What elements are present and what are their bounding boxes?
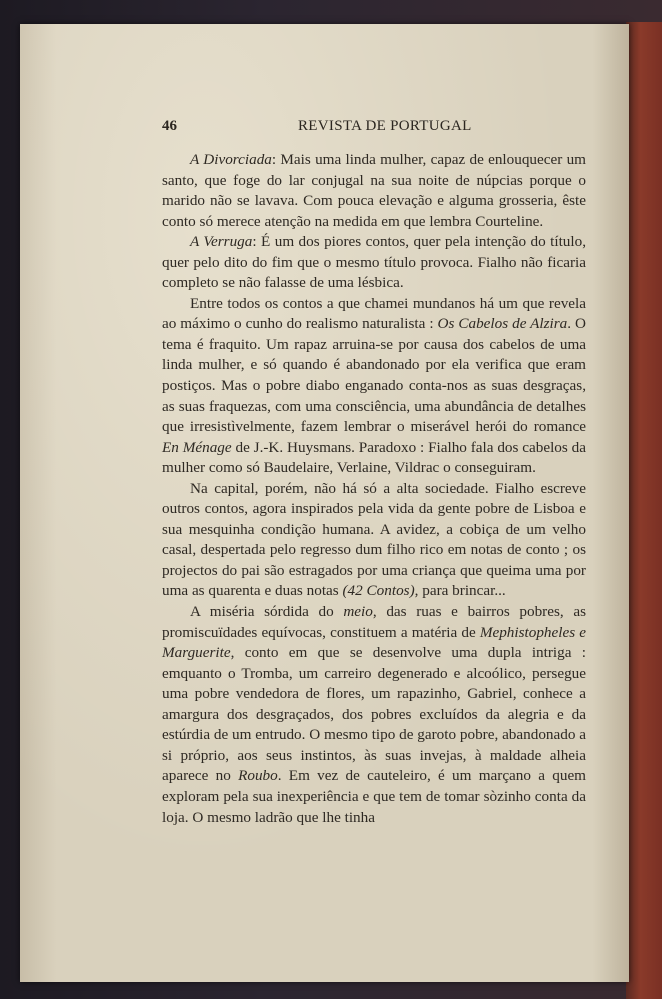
italic-title-run: A Verruga (190, 233, 253, 251)
text-run: : Mais uma linda mulher, capaz de enlouquecer um santo, que foge do lar conjugal na sua noite de núpcias porque o marido não se lavava. Com pouca elevação e alguma grosseria, êste conto só merece atenção na medida em que lembra Courteline. (162, 151, 586, 230)
paragraph (162, 150, 586, 232)
text-run: : É um dos piores contos, quer pela intenção do título, quer pelo dito do fim que o mesmo título provoca. Fialho não ficaria completo se não falasse de uma lésbica. (162, 233, 586, 292)
text-run: Na capital, porém, não há só a alta sociedade. Fialho escreve outros contos, agora inspirados pela vida da gente pobre de Lisboa e sua mesquinha condição humana. A avidez, a cobiça de um velho casal, despertada pelo regresso dum filho rico em notas de conto ; os projectos do pai são estragados por uma criança que queima uma por uma as quarenta e duas notas (162, 479, 586, 600)
page-number: 46 (162, 118, 177, 134)
text-run: , para brincar... (414, 582, 506, 600)
paragraph (162, 232, 586, 294)
paragraph (162, 602, 586, 828)
text-run: . Em vez de cauteleiro, é um marçano a quem exploram pela sua inexperiência e que tem de tomar sòzinho conta da loja. O mesmo ladrão que lhe tinha (162, 767, 586, 826)
text-run: Entre todos os contos a que chamei mundanos há um que revela ao máximo o cunho do realismo naturalista : (162, 294, 586, 333)
italic-title-run: Mephistopheles e Marguerite (162, 623, 586, 662)
text-run: . O tema é fraquito. Um rapaz arruina-se por causa dos cabelos de uma linda mulher, e só quando é abandonado por ela verifica que eram postiços. Mas o pobre diabo enganado conta-nos as suas desgraças, as suas fraquezas, com uma consciência, uma abundância de detalhes que irresistìvelmente, fazem lembrar o miserável herói do romance (162, 315, 586, 436)
article-body (162, 150, 586, 828)
italic-title-run: meio (343, 603, 373, 621)
text-run: A miséria sórdida do (190, 603, 344, 621)
text-run: de J.-K. Huysmans. Paradoxo : Fialho fala dos cabelos da mulher como só Baudelaire, Verlaine, Vildrac o conseguiram. (162, 438, 586, 477)
paragraph (162, 294, 586, 479)
italic-title-run: Os Cabelos de Alzira (437, 315, 568, 333)
italic-title-run: A Divorciada (190, 151, 272, 168)
text-run: , das ruas e bairros pobres, as promiscuïdades equívocas, constituem a matéria de (162, 603, 586, 641)
text-run: , conto em que se desenvolve uma dupla intriga : emquanto o Tromba, um carreiro degenerado e alcoólico, persegue uma pobre vendedora de flores, um rapazinho, Gabriel, conhece a amargura dos desgraçados, dos pobres excluídos da alegria e da estúrdia de um entrudo. O mesmo tipo de garoto pobre, abandonado a si próprio, aos seus instintos, às suas invejas, à maldade alheia aparece no (162, 644, 586, 785)
italic-title-run: (42 Contos) (342, 582, 415, 600)
running-title: REVISTA DE PORTUGAL (298, 118, 472, 134)
italic-title-run: En Ménage (162, 438, 232, 456)
book-spine-edge (626, 22, 662, 999)
paragraph (162, 479, 586, 602)
italic-title-run: Roubo (238, 767, 278, 785)
page-header (162, 118, 586, 138)
